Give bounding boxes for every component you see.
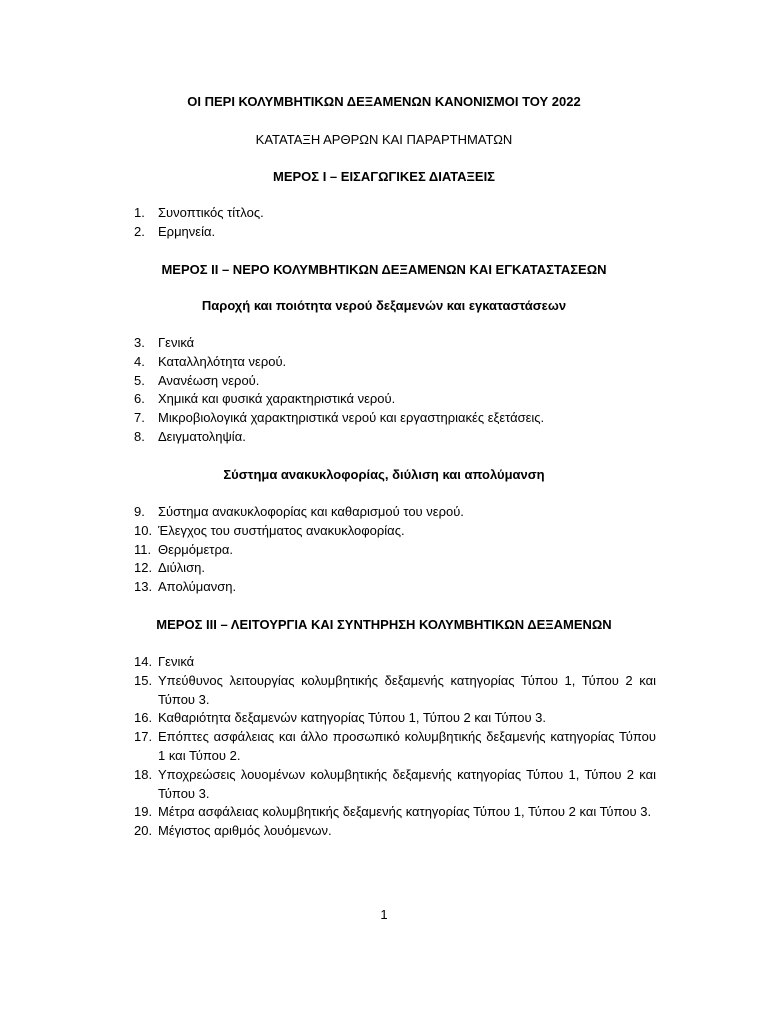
item-text: Έλεγχος του συστήματος ανακυκλοφορίας. (158, 522, 405, 538)
list-item (134, 822, 656, 841)
part-2-list-2 (134, 503, 656, 597)
part-2-subheading-1: Παροχή και ποιότητα νερού δεξαμενών και εγκαταστάσεων (201, 298, 567, 313)
part-2-subheading-2: Σύστημα ανακυκλοφορίας, διύλιση και απολύμανση (223, 467, 545, 482)
part-1-heading: ΜΕΡΟΣ Ι – ΕΙΣΑΓΩΓΙΚΕΣ ΔΙΑΤΑΞΕΙΣ (273, 169, 495, 184)
document-title: ΟΙ ΠΕΡΙ ΚΟΛΥΜΒΗΤΙΚΩΝ ΔΕΞΑΜΕΝΩΝ ΚΑΝΟΝΙΣΜΟΙ ΤΟΥ 2022 (187, 94, 581, 109)
item-text: Γενικά (158, 654, 195, 669)
list-item (134, 353, 656, 372)
item-number: 17. (134, 729, 153, 745)
list-item (134, 803, 656, 822)
item-number: 9. (134, 504, 145, 519)
item-number: 20. (134, 823, 153, 839)
item-number: 6. (134, 391, 145, 407)
item-text: Απολύμανση. (158, 579, 237, 595)
item-number: 16. (134, 710, 153, 726)
list-item (134, 522, 656, 541)
item-number: 11. (134, 541, 152, 557)
item-text: Μέγιστος αριθμός λουόμενων. (158, 823, 332, 839)
list-item (134, 672, 656, 710)
item-number: 1. (134, 205, 145, 220)
list-item (134, 653, 656, 672)
page-number: 1 (380, 907, 388, 922)
item-text: Επόπτες ασφάλειας και άλλο προσωπικό κολυμβητικής δεξαμενής κατηγορίας Τύπου 1 και Τύπου 2. (158, 729, 656, 763)
item-text: Ανανέωση νερού. (158, 372, 260, 388)
list-item (134, 428, 656, 447)
list-item (134, 709, 656, 728)
item-number: 19. (134, 804, 153, 820)
item-number: 7. (134, 410, 145, 426)
list-item (134, 578, 656, 597)
item-text: Υποχρεώσεις λουομένων κολυμβητικής δεξαμενής κατηγορίας Τύπου 1, Τύπου 2 και Τύπου 3. (158, 766, 656, 801)
part-3-heading: ΜΕΡΟΣ ΙΙΙ – ΛΕΙΤΟΥΡΓΙΑ ΚΑΙ ΣΥΝΤΗΡΗΣΗ ΚΟΛΥΜΒΗΤΙΚΩΝ ΔΕΞΑΜΕΝΩΝ (156, 617, 612, 632)
item-text: Χημικά και φυσικά χαρακτηριστικά νερού. (158, 391, 396, 407)
item-number: 12. (134, 560, 153, 576)
item-number: 3. (134, 335, 145, 350)
part-3-list (134, 653, 656, 841)
part-1-list (134, 204, 656, 242)
list-item (134, 541, 656, 560)
item-number: 8. (134, 428, 145, 444)
item-number: 14. (134, 654, 153, 669)
item-text: Μικροβιολογικά χαρακτηριστικά νερού και εργαστηριακές εξετάσεις. (158, 410, 545, 426)
item-text: Σύστημα ανακυκλοφορίας και καθαρισμού του νερού. (158, 504, 464, 519)
item-number: 5. (134, 372, 145, 388)
list-item (134, 223, 656, 242)
item-number: 15. (134, 672, 153, 688)
list-item (134, 372, 656, 391)
item-number: 10. (134, 522, 153, 538)
list-item (134, 728, 656, 766)
list-item (134, 390, 656, 409)
item-number: 13. (134, 579, 153, 595)
item-text: Δειγματοληψία. (158, 428, 246, 444)
item-number: 18. (134, 766, 153, 782)
item-text: Καταλληλότητα νερού. (158, 353, 287, 369)
part-2-list-1 (134, 334, 656, 447)
list-item (134, 409, 656, 428)
list-item (134, 204, 656, 223)
item-text: Ερμηνεία. (158, 223, 216, 239)
list-item (134, 503, 656, 522)
item-number: 2. (134, 223, 145, 239)
list-item (134, 559, 656, 578)
item-text: Διύλιση. (158, 560, 205, 576)
list-item (134, 334, 656, 353)
item-text: Θερμόμετρα. (158, 541, 233, 557)
item-text: Γενικά (158, 335, 195, 350)
item-text: Μέτρα ασφάλειας κολυμβητικής δεξαμενής κατηγορίας Τύπου 1, Τύπου 2 και Τύπου 3. (158, 804, 652, 820)
document-subtitle: ΚΑΤΑΤΑΞΗ ΑΡΘΡΩΝ ΚΑΙ ΠΑΡΑΡΤΗΜΑΤΩΝ (255, 132, 513, 147)
part-2-heading: ΜΕΡΟΣ ΙΙ – ΝΕΡΟ ΚΟΛΥΜΒΗΤΙΚΩΝ ΔΕΞΑΜΕΝΩΝ ΚΑΙ ΕΓΚΑΤΑΣΤΑΣΕΩΝ (161, 262, 607, 277)
item-number: 4. (134, 353, 145, 369)
list-item (134, 766, 656, 804)
item-text: Υπεύθυνος λειτουργίας κολυμβητικής δεξαμενής κατηγορίας Τύπου 1, Τύπου 2 και Τύπου 3. (158, 672, 656, 707)
item-text: Συνοπτικός τίτλος. (158, 205, 264, 220)
item-text: Καθαριότητα δεξαμενών κατηγορίας Τύπου 1, Τύπου 2 και Τύπου 3. (158, 710, 547, 726)
